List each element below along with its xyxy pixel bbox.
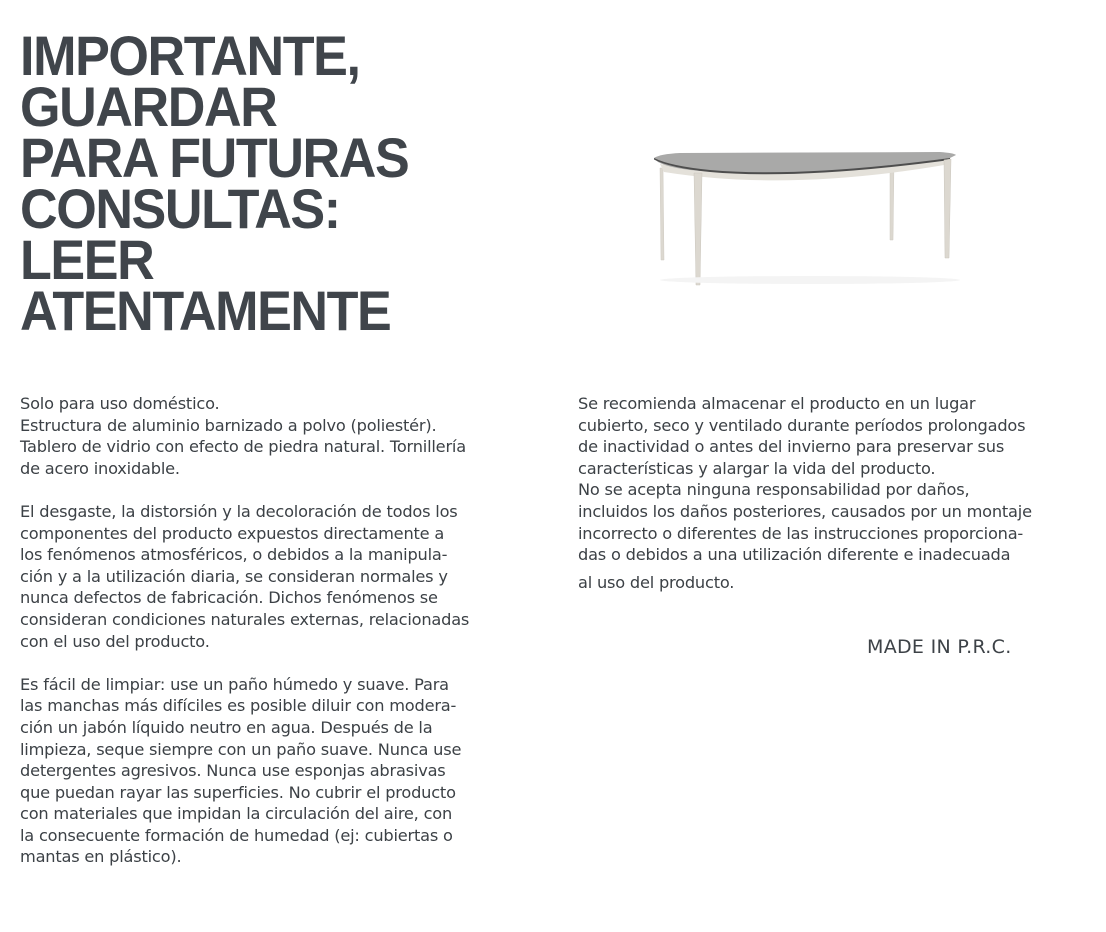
page-title — [20, 24, 409, 342]
text-line: ción un jabón líquido neutro en agua. Después de la — [20, 717, 433, 737]
table-illustration — [650, 140, 960, 290]
text-line: que puedan rayar las superficies. No cubrir el producto — [20, 782, 456, 802]
text-line: cubierto, seco y ventilado durante períodos prolongados — [578, 415, 1026, 435]
text-line: con materiales que impidan la circulación del aire, con — [20, 804, 453, 824]
title-line: ATENTAMENTE — [20, 279, 391, 342]
text-line: características y alargar la vida del producto. — [578, 458, 936, 478]
text-line: las manchas más difíciles es posible diluir con modera- — [20, 696, 457, 716]
text-line: detergentes agresivos. Nunca use esponjas abrasivas — [20, 761, 446, 781]
text-line: No se acepta ninguna responsabilidad por daños, — [578, 480, 970, 500]
text-line: consideran condiciones naturales externas, relacionadas — [20, 609, 470, 629]
title-line: GUARDAR — [20, 75, 277, 138]
text-line: ción y a la utilización diaria, se consideran normales y — [20, 566, 448, 586]
text-line: limpieza, seque siempre con un paño suave. Nunca use — [20, 739, 462, 759]
text-line: al uso del producto. — [578, 572, 735, 592]
title-line: PARA FUTURAS — [20, 126, 409, 189]
text-line: mantas en plástico). — [20, 847, 182, 867]
text-line: de inactividad o antes del invierno para preservar sus — [578, 437, 1005, 457]
origin-label: MADE IN P.R.C. — [867, 636, 1012, 658]
left-column — [20, 393, 540, 868]
text-line: nunca defectos de fabricación. Dichos fenómenos se — [20, 588, 438, 608]
text-line: la consecuente formación de humedad (ej: cubiertas o — [20, 825, 453, 845]
text-line: incluidos los daños posteriores, causados por un montaje — [578, 501, 1032, 521]
text-line: componentes del producto expuestos directamente a — [20, 523, 445, 543]
text-line: Solo para uso doméstico. — [20, 394, 220, 413]
product-table-image — [650, 140, 960, 290]
text-line: con el uso del producto. — [20, 631, 210, 651]
text-line: Es fácil de limpiar: use un paño húmedo y suave. Para — [20, 674, 449, 694]
title-line: CONSULTAS: — [20, 177, 340, 240]
paragraph-cleaning-instructions — [20, 674, 540, 868]
text-line: Se recomienda almacenar el producto en un lugar — [578, 394, 976, 413]
right-column — [578, 393, 1098, 593]
text-line: los fenómenos atmosféricos, o debidos a la manipula- — [20, 545, 448, 565]
paragraph-usage-materials — [20, 393, 540, 479]
paragraph-wear-disclaimer — [20, 501, 540, 652]
text-line: El desgaste, la distorsión y la decoloración de todos los — [20, 501, 458, 521]
text-line: Estructura de aluminio barnizado a polvo (poliestér). — [20, 415, 437, 435]
title-line: IMPORTANTE, — [20, 24, 360, 87]
title-line: LEER — [20, 228, 154, 291]
text-line: Tablero de vidrio con efecto de piedra natural. Tornillería — [20, 437, 466, 457]
paragraph-storage-liability — [578, 393, 1098, 593]
text-line: das o debidos a una utilización diferente e inadecuada — [578, 545, 1011, 565]
text-line: de acero inoxidable. — [20, 458, 180, 478]
text-line: incorrecto o diferentes de las instrucciones proporciona- — [578, 523, 1024, 543]
